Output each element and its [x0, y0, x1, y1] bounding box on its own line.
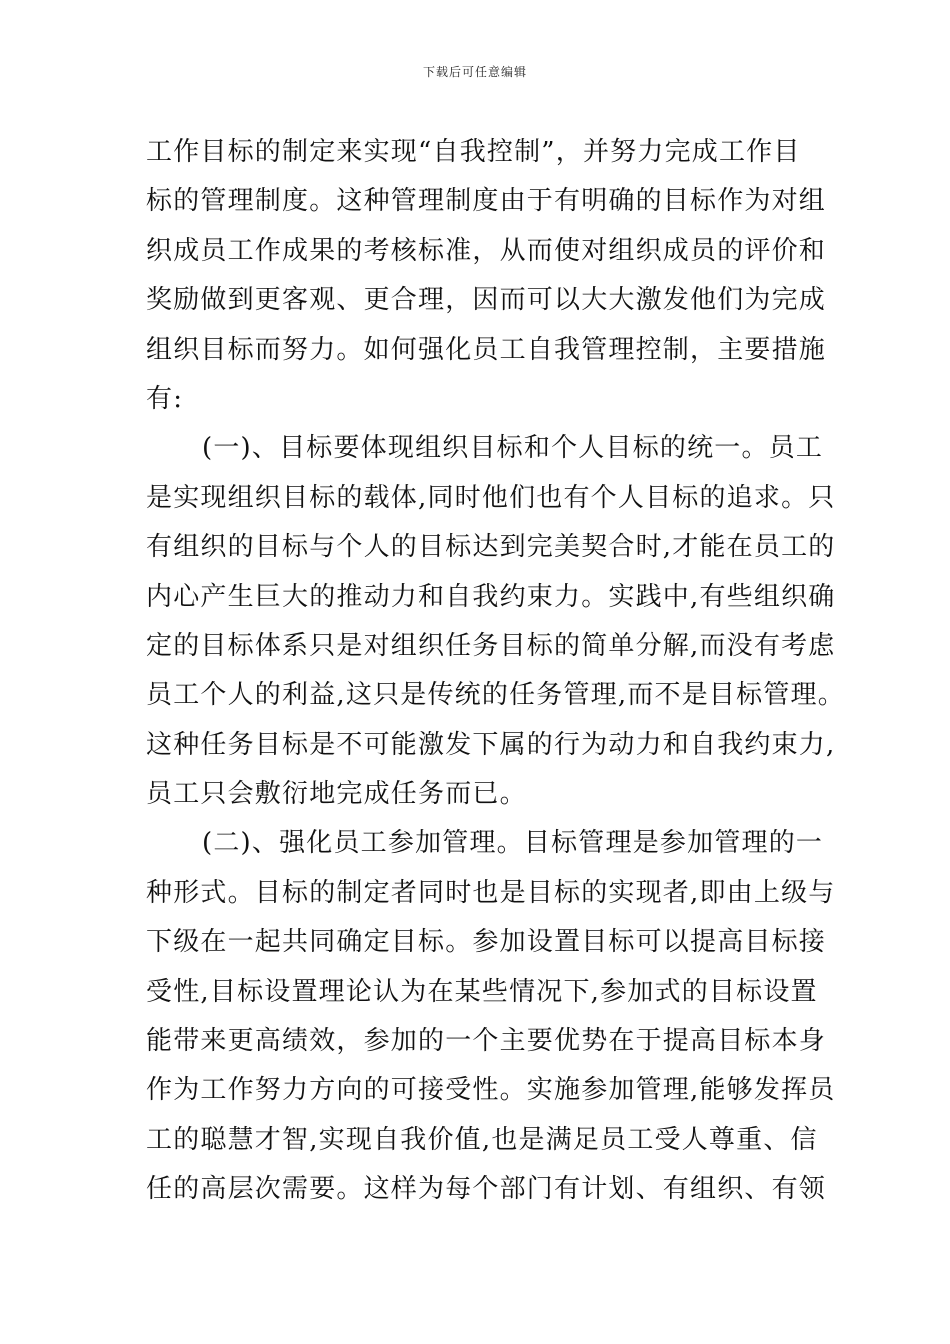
text-line: 是实现组织目标的载体,同时他们也有个人目标的追求。只	[146, 482, 836, 513]
paragraph-start-line: (一)、目标要体现组织目标和个人目标的统一。员工	[202, 433, 824, 464]
text-line: 织成员工作成果的考核标准，从而使对组织成员的评价和	[146, 235, 827, 266]
text-line: 奖励做到更客观、更合理，因而可以大大激发他们为完成	[146, 285, 827, 316]
text-line: 内心产生巨大的推动力和自我约束力。实践中,有些组织确	[146, 581, 836, 612]
text-line: 员工个人的利益,这只是传统的任务管理,而不是目标管理。	[146, 680, 845, 711]
text-line: 这种任务目标是不可能激发下属的行为动力和自我约束力,	[146, 729, 836, 760]
text-line: 定的目标体系只是对组织任务目标的简单分解,而没有考虑	[146, 630, 836, 661]
text-line: 受性,目标设置理论认为在某些情况下,参加式的目标设置	[146, 976, 818, 1007]
text-line: 员工只会敷衍地完成任务而已。	[146, 779, 527, 810]
text-line: 工作目标的制定来实现“自我控制”，并努力完成工作目	[146, 137, 801, 167]
text-line: 有组织的目标与个人的目标达到完美契合时,才能在员工的	[146, 532, 836, 563]
text-line: 标的管理制度。这种管理制度由于有明确的目标作为对组	[146, 186, 827, 217]
paragraph-start-line: (二)、强化员工参加管理。目标管理是参加管理的一	[202, 828, 824, 859]
text-line: 种形式。目标的制定者同时也是目标的实现者,即由上级与	[146, 877, 836, 908]
text-line: 工的聪慧才智,实现自我价值,也是满足员工受人尊重、信	[146, 1124, 818, 1155]
text-line: 下级在一起共同确定目标。参加设置目标可以提高目标接	[146, 927, 827, 958]
text-line: 有:	[146, 383, 184, 414]
text-line: 任的高层次需要。这样为每个部门有计划、有组织、有领	[146, 1174, 827, 1205]
text-line: 能带来更高绩效，参加的一个主要优势在于提高目标本身	[146, 1026, 827, 1057]
page-header: 下载后可任意编辑	[422, 65, 527, 79]
text-line: 组织目标而努力。如何强化员工自我管理控制，主要措施	[146, 334, 827, 365]
document-body	[146, 128, 845, 1215]
text-line: 作为工作努力方向的可接受性。实施参加管理,能够发挥员	[146, 1075, 836, 1106]
